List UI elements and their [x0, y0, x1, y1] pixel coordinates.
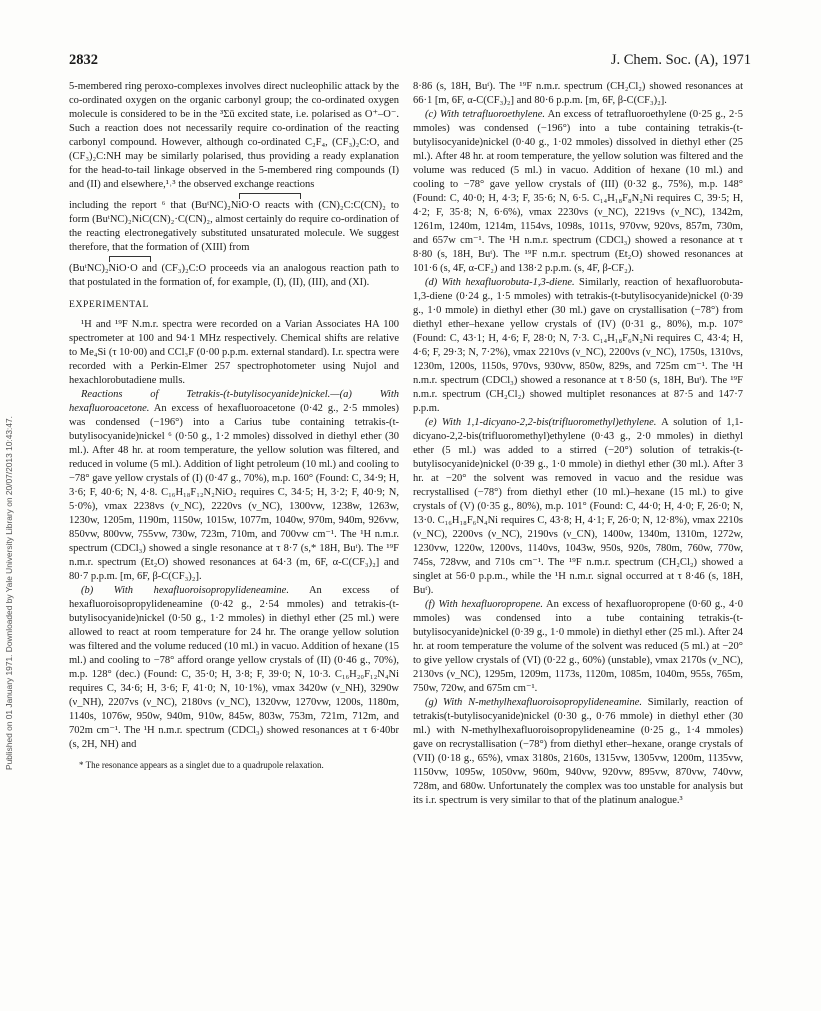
subheading: (b) With hexafluoroisopropylideneamine. [81, 585, 289, 596]
journal-title: J. Chem. Soc. (A), 1971 [610, 52, 751, 68]
paragraph [413, 598, 743, 696]
paragraph [413, 696, 743, 808]
subheading: (c) With tetrafluoroethylene. [425, 109, 546, 120]
paragraph-body: An excess of hexafluoroacetone (0·42 g., 2·5 mmoles) was condensed (−196°) into a Carius tube containing tetrakis-(t-butylisocyanide)nickel ⁶ (0·50 g., 1·2 mmoles) dissolved in diethyl ether (30 ml.). After 48 hr. at room temperature, the yellow solution was filtered, and reduced in volume (5 ml.). Addition of light petroleum (10 ml.) and cooling to −78° gave yellow crystals of (I) (0·47 g., 70%), m.p. 160° (Found: C, 34·9; H, 3·6; F, 40·6; N, 4·8. C₁₆H₁₈F₁₂N₂NiO₂ requires C, 34·5; H, 3·2; F, 40·9; N, 5·0%), νmax 2238vs (ν_NC), 2220vs (ν_NC), 1300vw, 1238w, 1263w, 1230w, 1205m, 1190m, 1150w, 1015w, 1077m, 1040w, 970m, 940m, 926vw, 850vw, 800vw, 755vw, 730w, 723m, 710m, and 700vw cm⁻¹. The ¹H n.m.r. spectrum (CDCl₃) showed a single resonance at τ 8·7 (s,* 18H, Buᵗ). The ¹⁹F n.m.r. spectrum (Et₂O) showed resonances at 64·3 (m, 6F, α-C(CF₃)₂] and 80·7 p.p.m. [m, 6F, β-C(CF₃)₂]. [69, 403, 399, 582]
section-heading: EXPERIMENTAL [69, 299, 149, 310]
left-column [69, 80, 399, 772]
paragraph-body: A solution of 1,1-dicyano-2,2-bis(trifluoromethyl)ethylene (0·43 g., 2·0 mmoles) in diethyl ether (5 ml.) was added to a stirred (−20°) solution of tetrakis-(t-butylisocyanide)nickel (0·39 g., 1·0 mmole) in diethyl ether (30 ml.). After 3 hr. at −20° the solvent was removed in vacuo and the residue was recrystallised (−78°) from diethyl ether (10 ml.)–hexane (15 ml.) to give crystals of (V) (0·35 g., 80%), m.p. 101° (Found: C, 44·0; H, 4·0; F, 26·0; N, 13·0. C₁₆H₁₈F₆N₄Ni requires C, 43·8; H, 4·1; F, 26·0; N, 12·8%), νmax 2210s (ν_NC), 2200vs (ν_NC), 2190vs (ν_CN), 1400w, 1340m, 1310m, 1272w, 1230vw, 1220w, 1200vs, 1140vs, 1043w, 950s, 920s, 780m, 760w, 770w, 745s, 728vw, and 710s cm⁻¹. The ¹⁹F n.m.r. spectrum (CH₂Cl₂) showed a singlet at 56·0 p.p.m., while the ¹H n.m.r. signal occurred at τ 8·46 (s, 18H, Buᵗ). [413, 417, 743, 596]
paragraph-body: Similarly, reaction of hexafluorobuta-1,3-diene (0·24 g., 1·5 mmoles) with tetrakis-(t-butylisocyanide)nickel (0·39 g., 1·0 mmole) in diethyl ether (30 ml.) gave on crystallisation (−78°) from diethyl ether–hexane yellow crystals of (IV) (0·31 g., 80%), m.p. 107° (Found: C, 43·1; H, 4·6; F, 28·0; N, 7·3. C₁₄H₁₈F₆N₂Ni requires C, 43·4; H, 4·6; F, 29·3; N, 7·2%), νmax 2210vs (ν_NC), 2200vs (ν_NC), 1750s, 1310vs, 1230m, 1200s, 1150s, 970vs, 930vw, 850w, 829s, and 725m cm⁻¹. The ¹H n.m.r. spectrum (CDCl₃) showed a resonance at τ 8·50 (s, 18H, Buᵗ). The ¹⁹F n.m.r. spectrum (CH₂Cl₂) showed multiplet resonances at 87·5 and 147·7 p.p.m. [413, 277, 744, 414]
paragraph [69, 388, 399, 584]
paragraph: (BuᵗNC)₂NiO·O and (CF₃)₂C:O proceeds via an analogous reaction path to that postulated in the formation of, for example, (I), (II), (III), and (XI). [69, 263, 399, 288]
subheading: Reactions of Tetrakis-(t-butylisocyanide)nickel.—(a) With hexafluoroacetone. [69, 389, 399, 414]
sidebar-text: Published on 01 January 1971. Downloaded by Yale University Library on 20/07/2013 10:43:47. [4, 415, 14, 770]
paragraph-body: An excess of hexafluoropropene (0·60 g., 4·0 mmoles) was condensed into a tube containing tetrakis-(t-butylisocyanide)nickel (0·39 g., 1·0 mmole) in diethyl ether (25 ml.). After 24 hr. at room temperature the volume of the solvent was reduced (5 ml.) at −20° to give yellow crystals of (VI) (0·22 g., 60%) (unstable), νmax 2170s (ν_NC), 2130vs (ν_NC), 1295m, 1209m, 1173s, 1120m, 1085m, 1040m, 955s, 765m, 750w, 720w, and 675m cm⁻¹. [413, 599, 744, 694]
paragraph: 8·86 (s, 18H, Buᵗ). The ¹⁹F n.m.r. spectrum (CH₂Cl₂) showed resonances at 66·1 [m, 6F, α-C(CF₃)₂] and 80·6 p.p.m. [m, 6F, β-C(CF₃)₂]. [413, 81, 743, 106]
subheading: (e) With 1,1-dicyano-2,2-bis(trifluoromethyl)ethylene. [425, 417, 657, 428]
paragraph: 5-membered ring peroxo-complexes involves direct nucleophilic attack by the co-ordinated oxygen on the organic carbonyl group; the co-ordinated oxygen molecule is considered to be in the ³Σū excited state, i.e. polarised as O⁺–O⁻. Such a reaction does not necessarily require co-ordination of the reacting carbonyl compound. However, although co-ordinated C₂F₄, (CF₃)₂C:O, and (CF₃)₂C:NH may be similarly polarised, thus providing a ready explanation for the head-to-tail linkage observed in the 5-membered ring compounds (I) and (II) and elsewhere,¹˒³ the observed exchange reactions [69, 81, 399, 190]
sidebar-download-notice [2, 160, 16, 780]
subheading: (g) With N-methylhexafluoroisopropylideneamine. [425, 697, 642, 708]
paragraph [69, 584, 399, 752]
paragraph: ¹H and ¹⁹F N.m.r. spectra were recorded on a Varian Associates HA 100 spectrometer at 100 and 94·1 MHz respectively. Chemical shifts are relative to Me₄Si (τ 10·00) and CCl₃F (0·00 p.p.m. external standard). I.r. spectra were recorded with a Perkin-Elmer 257 spectrophotometer using Nujol and hexachlorobutadiene mulls. [69, 319, 399, 386]
paragraph [413, 276, 743, 416]
paragraph-body: An excess of tetrafluoroethylene (0·25 g., 2·5 mmoles) was condensed (−196°) into a tube containing tetrakis-(t-butylisocyanide)nickel (0·40 g., 1·02 mmoles) dissolved in diethyl ether (25 ml.). After 48 hr. at room temperature, the yellow solution was filtered and the volume was reduced (5 ml.) in vacuo. Addition of hexane (10 ml.) and cooling to −78° gave yellow crystals of (III) (0·32 g., 75%), m.p. 148° (Found: C, 40·0; H, 4·3; F, 35·6; N, 6·5. C₁₄H₁₈F₈N₂Ni requires C, 39·5; H, 4·2; F, 35·8; N, 6·6%), νmax 2230vs (ν_NC), 2219vs (ν_NC), 1342m, 1261m, 1240m, 1214m, 1154vs, 1098s, 1011s, 970vw, 920vs, 857m, 730m, and 657w cm⁻¹. The ¹H n.m.r. spectrum (CDCl₃) showed a resonance at τ 8·80 (s, 18H, Buᵗ). The ¹⁹F n.m.r. spectrum (Et₂O) showed resonances at 101·6 (s, 4F, α-CF₂) and 138·2 p.p.m. (s, 4F, β-CF₂). [413, 109, 743, 274]
footnote: * The resonance appears as a singlet due to a quadrupole relaxation. [79, 760, 324, 770]
paragraph: including the report ⁶ that (BuᵗNC)₂NiO·O reacts with (CN)₂C:C(CN)₂ to form (BuᵗNC)₂NiC(CN)₂·C(CN)₂, almost certainly do require co-ordination of the reacting electronegatively substituted unsaturated molecule. We suggest therefore, that the formation of (XIII) from [69, 200, 399, 253]
right-column [413, 80, 743, 808]
paragraph [413, 416, 743, 598]
paragraph-body: An excess of hexafluoroisopropylideneamine (0·42 g., 2·54 mmoles) and tetrakis-(t-butylisocyanide)nickel (0·50 g., 1·2 mmoles) in diethyl ether (25 ml.) were allowed to react at room temperature for 24 hr. The orange yellow solution was filtered and the volume reduced (10 ml.) in vacuo. Addition of hexane (15 ml.) and cooling to −78° afford orange yellow crystals of (II) (0·46 g., 70%), m.p. 128° (dec.) (Found: C, 35·0; H, 3·8; F, 39·0; N, 10·3. C₁₆H₂₀F₁₂N₄Ni requires C, 34·6; H, 3·6; F, 41·0; N, 10·1%), νmax 3420w (ν_NH), 3290w (ν_NH), 2207vs (ν_NC), 2180vs (ν_NC), 1320vw, 1270vw, 1200s, 1180m, 1140s, 1076w, 950w, 940m, 910w, 845w, 803w, 753m, 721m, 712m, and 702m cm⁻¹. The ¹H n.m.r. spectrum (CDCl₃) showed resonances at τ 6·40br (s, 2H, NH) and [69, 585, 400, 750]
subheading: (f) With hexafluoropropene. [425, 599, 544, 610]
page-number: 2832 [69, 52, 98, 68]
paragraph-body: Similarly, reaction of tetrakis(t-butylisocyanide)nickel (0·30 g., 0·76 mmole) in diethyl ether (30 ml.) with N-methylhexafluoroisopropylideneamine (0·25 g., 1·4 mmoles) gave on recrystallisation (−78°) from diethyl ether–hexane, orange crystals of (VII) (0·18 g., 65%), νmax 3180s, 2160s, 1315vw, 1305vw, 1200m, 1135vw, 1150vw, 1095w, 1050vw, 960m, 940vw, 920vw, 895vw, 870vw, 740vw, 728m, and 680w. Unfortunately the complex was too unstable for analysis but its i.r. spectrum is very similar to that of the platinum analogue.³ [413, 697, 743, 806]
subheading: (d) With hexafluorobuta-1,3-diene. [425, 277, 575, 288]
paragraph [413, 108, 743, 276]
